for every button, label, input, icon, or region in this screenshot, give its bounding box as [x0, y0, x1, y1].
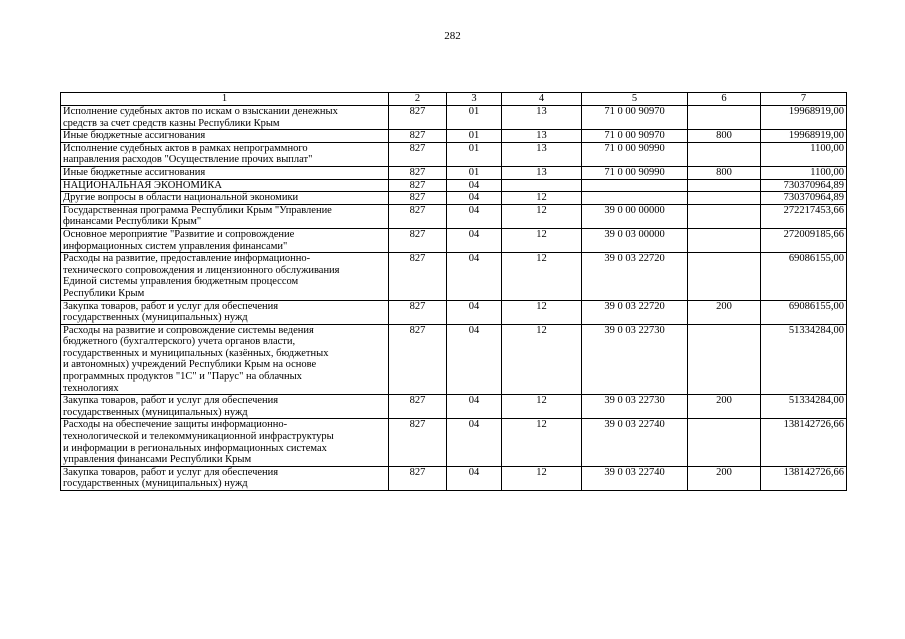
row-subsection-cell: 12	[502, 204, 582, 228]
row-expense-type-cell	[688, 204, 761, 228]
row-grbs-cell: 827	[389, 130, 447, 143]
row-grbs-cell: 827	[389, 253, 447, 300]
row-section-cell: 04	[447, 324, 502, 395]
row-section-cell: 04	[447, 466, 502, 490]
row-grbs-cell: 827	[389, 419, 447, 466]
row-target-code-cell: 39 0 03 22740	[582, 466, 688, 490]
row-expense-type-cell: 800	[688, 166, 761, 179]
row-grbs-cell: 827	[389, 395, 447, 419]
table-row	[61, 179, 847, 192]
row-subsection-cell: 12	[502, 192, 582, 205]
row-amount-cell: 19968919,00	[761, 106, 847, 130]
row-section-cell: 04	[447, 419, 502, 466]
row-subsection-cell	[502, 179, 582, 192]
row-name-cell: Государственная программа Республики Крым "Управление финансами Республики Крым"	[61, 204, 389, 228]
row-expense-type-cell	[688, 142, 761, 166]
row-target-code-cell: 71 0 00 90970	[582, 106, 688, 130]
column-header: 4	[502, 93, 582, 106]
table-row	[61, 166, 847, 179]
row-grbs-cell: 827	[389, 179, 447, 192]
table-row	[61, 228, 847, 252]
row-target-code-cell: 71 0 00 90990	[582, 166, 688, 179]
row-name-cell: НАЦИОНАЛЬНАЯ ЭКОНОМИКА	[61, 179, 389, 192]
row-subsection-cell: 12	[502, 253, 582, 300]
row-target-code-cell: 71 0 00 90970	[582, 130, 688, 143]
table-row	[61, 324, 847, 395]
page-number: 282	[444, 30, 461, 42]
row-grbs-cell: 827	[389, 192, 447, 205]
row-target-code-cell: 39 0 03 22740	[582, 419, 688, 466]
row-expense-type-cell	[688, 253, 761, 300]
row-grbs-cell: 827	[389, 166, 447, 179]
row-name-cell: Расходы на обеспечение защиты информационно- технологической и телекоммуникационной инфраструктуры и информации в региональных информационных системах управления финансами Республики Крым	[61, 419, 389, 466]
row-section-cell: 01	[447, 106, 502, 130]
row-name-cell: Закупка товаров, работ и услуг для обеспечения государственных (муниципальных) нужд	[61, 395, 389, 419]
row-section-cell: 04	[447, 179, 502, 192]
row-name-cell: Иные бюджетные ассигнования	[61, 130, 389, 143]
row-target-code-cell	[582, 192, 688, 205]
row-amount-cell: 272217453,66	[761, 204, 847, 228]
row-section-cell: 01	[447, 142, 502, 166]
row-section-cell: 01	[447, 130, 502, 143]
row-subsection-cell: 12	[502, 300, 582, 324]
row-grbs-cell: 827	[389, 204, 447, 228]
table-row	[61, 419, 847, 466]
row-section-cell: 04	[447, 204, 502, 228]
row-grbs-cell: 827	[389, 466, 447, 490]
row-amount-cell: 51334284,00	[761, 395, 847, 419]
table-row	[61, 130, 847, 143]
row-name-cell: Другие вопросы в области национальной экономики	[61, 192, 389, 205]
row-grbs-cell: 827	[389, 300, 447, 324]
column-header: 2	[389, 93, 447, 106]
row-expense-type-cell: 200	[688, 300, 761, 324]
table-row	[61, 300, 847, 324]
row-grbs-cell: 827	[389, 228, 447, 252]
row-expense-type-cell: 200	[688, 466, 761, 490]
row-name-cell: Расходы на развитие, предоставление информационно- технического сопровождения и лицензионного обслуживания Единой системы управления бюджетным процессом Республики Крым	[61, 253, 389, 300]
row-amount-cell: 1100,00	[761, 166, 847, 179]
row-subsection-cell: 13	[502, 130, 582, 143]
row-expense-type-cell	[688, 192, 761, 205]
row-expense-type-cell	[688, 419, 761, 466]
row-subsection-cell: 12	[502, 419, 582, 466]
row-target-code-cell: 39 0 03 22730	[582, 395, 688, 419]
row-amount-cell: 138142726,66	[761, 419, 847, 466]
row-target-code-cell: 39 0 03 22730	[582, 324, 688, 395]
row-section-cell: 04	[447, 228, 502, 252]
column-header: 5	[582, 93, 688, 106]
row-expense-type-cell	[688, 106, 761, 130]
column-header: 3	[447, 93, 502, 106]
row-name-cell: Закупка товаров, работ и услуг для обеспечения государственных (муниципальных) нужд	[61, 300, 389, 324]
row-grbs-cell: 827	[389, 324, 447, 395]
row-section-cell: 04	[447, 192, 502, 205]
column-header: 1	[61, 93, 389, 106]
column-header: 7	[761, 93, 847, 106]
row-name-cell: Исполнение судебных актов по искам о взыскании денежных средств за счет средств казны Республики Крым	[61, 106, 389, 130]
row-subsection-cell: 12	[502, 324, 582, 395]
row-subsection-cell: 12	[502, 228, 582, 252]
table-row	[61, 192, 847, 205]
row-amount-cell: 51334284,00	[761, 324, 847, 395]
row-section-cell: 04	[447, 395, 502, 419]
row-name-cell: Основное мероприятие "Развитие и сопровождение информационных систем управления финансами"	[61, 228, 389, 252]
row-expense-type-cell	[688, 324, 761, 395]
row-target-code-cell: 39 0 03 22720	[582, 253, 688, 300]
column-header: 6	[688, 93, 761, 106]
row-target-code-cell: 39 0 03 00000	[582, 228, 688, 252]
row-expense-type-cell	[688, 228, 761, 252]
budget-table	[60, 92, 847, 491]
row-target-code-cell: 71 0 00 90990	[582, 142, 688, 166]
row-amount-cell: 69086155,00	[761, 300, 847, 324]
table-row	[61, 204, 847, 228]
row-subsection-cell: 12	[502, 395, 582, 419]
table-row	[61, 106, 847, 130]
row-subsection-cell: 12	[502, 466, 582, 490]
row-name-cell: Расходы на развитие и сопровождение системы ведения бюджетного (бухгалтерского) учета органов власти, государственных и муниципальных (казённых, бюджетных и автономных) учреждений Республики Крым на основе программных продуктов "1С" и "Парус" на облачных технологиях	[61, 324, 389, 395]
row-amount-cell: 138142726,66	[761, 466, 847, 490]
row-target-code-cell	[582, 179, 688, 192]
row-target-code-cell: 39 0 00 00000	[582, 204, 688, 228]
row-amount-cell: 19968919,00	[761, 130, 847, 143]
row-section-cell: 01	[447, 166, 502, 179]
table-row	[61, 395, 847, 419]
table-row	[61, 142, 847, 166]
row-amount-cell: 1100,00	[761, 142, 847, 166]
table-row	[61, 253, 847, 300]
row-amount-cell: 272009185,66	[761, 228, 847, 252]
row-expense-type-cell: 200	[688, 395, 761, 419]
row-name-cell: Иные бюджетные ассигнования	[61, 166, 389, 179]
row-name-cell: Закупка товаров, работ и услуг для обеспечения государственных (муниципальных) нужд	[61, 466, 389, 490]
row-target-code-cell: 39 0 03 22720	[582, 300, 688, 324]
row-grbs-cell: 827	[389, 142, 447, 166]
row-amount-cell: 730370964,89	[761, 179, 847, 192]
row-section-cell: 04	[447, 300, 502, 324]
table-row	[61, 466, 847, 490]
row-grbs-cell: 827	[389, 106, 447, 130]
row-subsection-cell: 13	[502, 106, 582, 130]
row-section-cell: 04	[447, 253, 502, 300]
header-row	[61, 93, 847, 106]
row-subsection-cell: 13	[502, 166, 582, 179]
row-name-cell: Исполнение судебных актов в рамках непрограммного направления расходов "Осуществление прочих выплат"	[61, 142, 389, 166]
row-expense-type-cell	[688, 179, 761, 192]
row-expense-type-cell: 800	[688, 130, 761, 143]
row-subsection-cell: 13	[502, 142, 582, 166]
row-amount-cell: 730370964,89	[761, 192, 847, 205]
row-amount-cell: 69086155,00	[761, 253, 847, 300]
